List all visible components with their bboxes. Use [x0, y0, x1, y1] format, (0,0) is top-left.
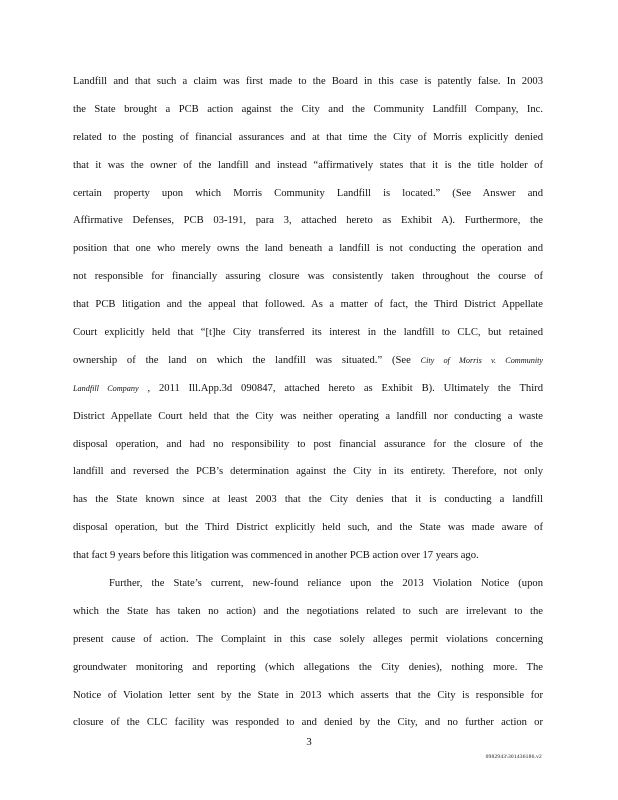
- text-line: the State brought a PCB action against the City and the Community Landfill Company, Inc.: [73, 103, 543, 115]
- text-line: Landfill and that such a claim was first made to the Board in this case is patently false. In 2003: [73, 76, 543, 87]
- text-line: position that one who merely owns the land beneath a landfill is not conducting the operation and: [73, 243, 543, 255]
- case-citation: Landfill Company: [73, 383, 139, 393]
- document-id: 0982943\301436186.v2: [485, 754, 542, 760]
- text-line: landfill and reversed the PCB’s determination against the City in its entirety. Therefore, not only: [73, 466, 543, 478]
- text-segment: ownership of the land on which the landfill was situated.” (See: [73, 354, 411, 366]
- text-line: Court explicitly held that “[t]he City transferred its interest in the landfill to CLC, but retained: [73, 327, 543, 339]
- text-line: Notice of Violation letter sent by the State in 2013 which asserts that the City is responsible for: [73, 689, 543, 701]
- text-line: [73, 375, 543, 403]
- text-line: present cause of action. The Complaint in this case solely alleges permit violations concerning: [73, 633, 543, 645]
- text-line: that fact 9 years before this litigation was commenced in another PCB action over 17 years ago.: [73, 550, 479, 562]
- text-line: not responsible for financially assuring closure was consistently taken throughout the course of: [73, 271, 543, 283]
- page-number: 3: [306, 736, 312, 748]
- text-line: has the State known since at least 2003 that the City denies that it is conducting a landfill: [73, 494, 543, 506]
- case-citation: City of Morris v. Community: [420, 355, 543, 365]
- text-line: closure of the CLC facility was responded to and denied by the City, and no further action or: [73, 717, 543, 729]
- text-line: Further, the State’s current, new-found reliance upon the 2013 Violation Notice (upon: [109, 578, 543, 590]
- text-line: that PCB litigation and the appeal that followed. As a matter of fact, the Third District Appellate: [73, 299, 543, 311]
- text-line: certain property upon which Morris Community Landfill is located.” (See Answer and: [73, 187, 543, 199]
- text-line: groundwater monitoring and reporting (which allegations the City denies), nothing more. The: [73, 661, 543, 673]
- text-line: related to the posting of financial assurances and at that time the City of Morris explicitly denied: [73, 131, 543, 143]
- text-line: which the State has taken no action) and the negotiations related to such are irrelevant to the: [73, 605, 543, 617]
- text-line: disposal operation, but the Third District explicitly held such, and the State was made aware of: [73, 522, 543, 534]
- body-text: [73, 68, 543, 737]
- text-line: disposal operation, and had no responsibility to post financial assurance for the closure of the: [73, 438, 543, 450]
- text-line: that it was the owner of the landfill and instead “affirmatively states that it is the title holder of: [73, 159, 543, 171]
- text-line: [73, 347, 543, 375]
- text-line: Affirmative Defenses, PCB 03-191, para 3, attached hereto as Exhibit A). Furthermore, the: [73, 215, 543, 227]
- text-segment: , 2011 Ill.App.3d 090847, attached hereto as Exhibit B). Ultimately the Third: [147, 382, 543, 394]
- text-line: District Appellate Court held that the City was neither operating a landfill nor conducting a waste: [73, 410, 543, 422]
